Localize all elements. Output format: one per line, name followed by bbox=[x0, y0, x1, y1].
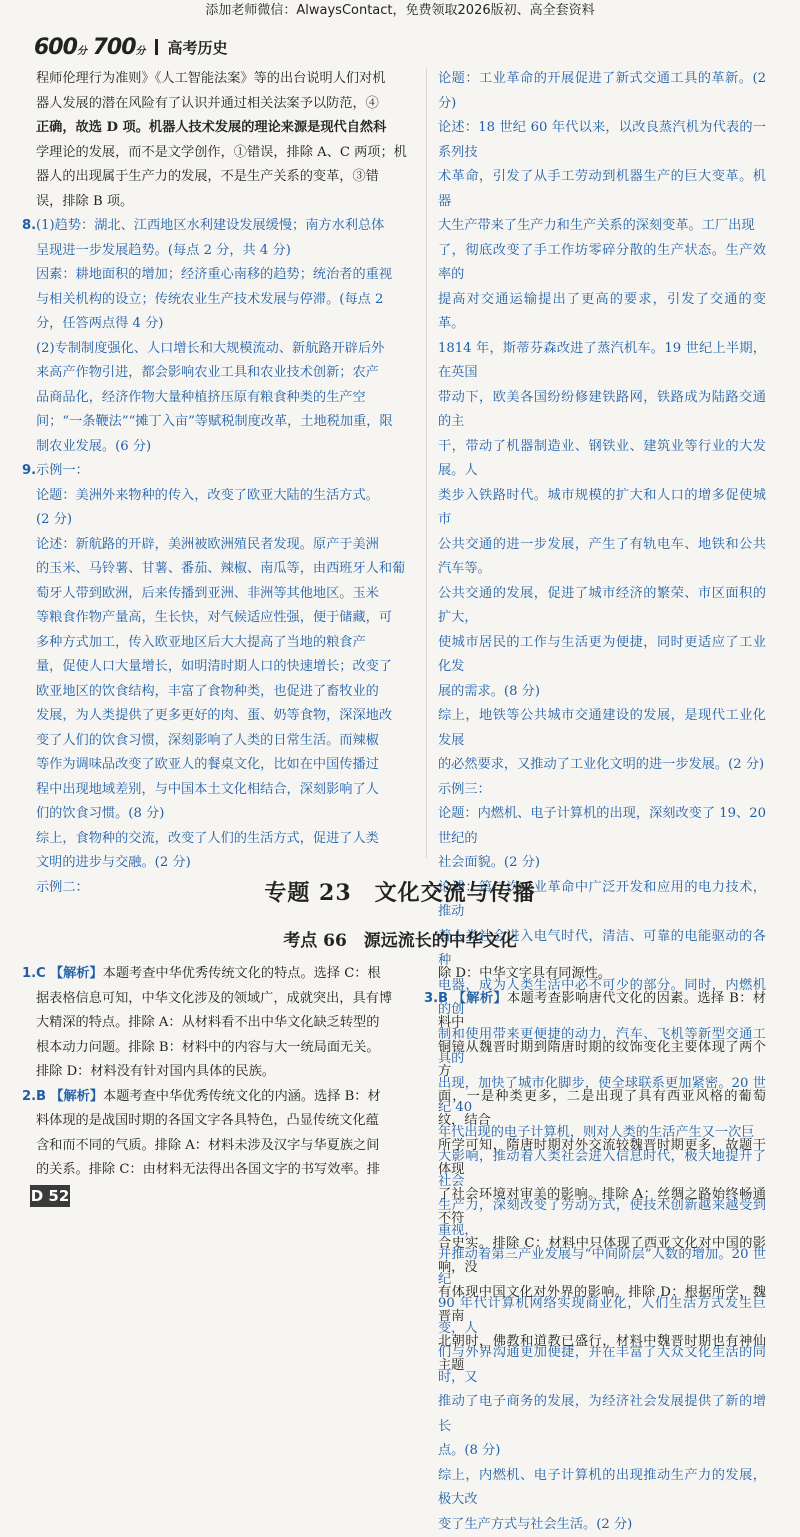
answer-line: 1814 年，斯蒂芬森改进了蒸汽机车。19 世纪上半期，在英国 bbox=[438, 337, 766, 386]
answer-choice: B bbox=[438, 991, 448, 1006]
answer-line: 变了生产方式与社会生活。(2 分) bbox=[438, 1513, 766, 1537]
answer-3 bbox=[438, 987, 766, 1379]
answer-line: 面，一是种类更多，二是出现了具有西亚风格的葡萄纹，结合 bbox=[438, 1085, 766, 1134]
answer-line: 据表格信息可知，中华文化涉及的领域广，成就突出，具有博 bbox=[36, 987, 412, 1012]
answer-line: 变了人们的饮食习惯，深刻影响了人类的日常生活。而辣椒 bbox=[36, 729, 412, 754]
answer-line: 了社会环境对审美的影响。排除 A：丝绸之路始终畅通不符 bbox=[438, 1183, 766, 1232]
answer-line: 论述：18 世纪 60 年代以来，以改良蒸汽机为代表的一系列技 bbox=[438, 116, 766, 165]
answer-line: 了，彻底改变了手工作坊零碎分散的生产状态。生产效率的 bbox=[438, 239, 766, 288]
answer-line: 本题考查中华优秀传统文化的内涵。选择 B：材 bbox=[103, 1089, 381, 1104]
answer-line: 所学可知，隋唐时期对外交流较魏晋时期更多，故题干体现 bbox=[438, 1134, 766, 1183]
answer-choice: B bbox=[36, 1089, 46, 1104]
answer-line: 等作为调味品改变了欧亚人的餐桌文化，比如在中国传播过 bbox=[36, 753, 412, 778]
answer-line: 有体现中国文化对外界的影响。排除 D：根据所学，魏晋南 bbox=[438, 1281, 766, 1330]
text-line: 学理论的发展，而不是文学创作，①错误，排除 A、C 两项；机 bbox=[36, 141, 412, 166]
answer-1 bbox=[36, 962, 412, 1085]
answer-line: 大生产带来了生产力和生产关系的深刻变革。工厂出现 bbox=[438, 214, 766, 239]
answer-line: 出现，加快了城市化脚步，使全球联系更加紧密。20 世纪 40 bbox=[438, 1072, 766, 1121]
answer-line: 展的需求。(8 分) bbox=[438, 680, 766, 705]
answer-line: 含和而不同的气质。排除 A：材料未涉及汉字与华夏族之间 bbox=[36, 1134, 412, 1159]
answer-line: 生产力，深刻改变了劳动方式，使技术创新越来越受到重视， bbox=[438, 1194, 766, 1243]
top-banner: 添加老师微信：AlwaysContact，免费领取2026版初、高全套资料 bbox=[0, 0, 800, 22]
answer-line: 论题：美洲外来物种的传入，改变了欧亚大陆的生活方式。 bbox=[36, 484, 412, 509]
answer-line: 的必然要求，又推动了工业化文明的进一步发展。(2 分) bbox=[438, 753, 766, 778]
question-number: 3. bbox=[424, 987, 438, 1012]
answer-choice: C bbox=[36, 966, 46, 981]
left-column-bottom bbox=[36, 962, 412, 1183]
answer-line: (2 分) bbox=[36, 508, 412, 533]
answer-line: 本题考查影响唐代文化的因素。选择 B：材料中 bbox=[438, 991, 766, 1031]
answer-line: 料体现的是战国时期的各国文字各具特色，凸显传统文化蕴 bbox=[36, 1109, 412, 1134]
page-header bbox=[34, 30, 228, 64]
text-line: 程师伦理行为准则》《人工智能法案》等的出台说明人们对机 bbox=[36, 67, 412, 92]
answer-line: 着人类社会进入电气时代，清洁、可靠的电能驱动的各种 bbox=[438, 925, 766, 974]
answer-9 bbox=[36, 459, 412, 900]
question-number: 2. bbox=[22, 1085, 36, 1110]
answer-line: 品商品化，经济作物大量种植挤压原有粮食种类的生产空 bbox=[36, 386, 412, 411]
answer-line: 本题考查中华优秀传统文化的特点。选择 C：根 bbox=[103, 966, 381, 981]
text-line: 器人发展的潜在风险有了认识并通过相关法案予以防范，④ bbox=[36, 92, 412, 117]
answer-line: 使城市居民的工作与生活更为便捷，同时更适应了工业化发 bbox=[438, 631, 766, 680]
header-divider bbox=[155, 39, 158, 55]
answer-line: 程中出现地域差别，与中国本土文化相结合，深刻影响了人 bbox=[36, 778, 412, 803]
analysis-tag: 【解析】 bbox=[50, 966, 103, 981]
question-number: 9. bbox=[22, 459, 36, 484]
answer-line: 制和使用带来更便捷的动力，汽车、飞机等新型交通工具的 bbox=[438, 1023, 766, 1072]
answer-line: 制农业发展。(6 分) bbox=[36, 435, 412, 460]
answer-line: (1)趋势：湖北、江西地区水利建设发展缓慢；南方水利总体 bbox=[36, 214, 412, 239]
text-line: 误，排除 B 项。 bbox=[36, 190, 412, 215]
answer-line: 铜镜从魏晋时期到隋唐时期的纹饰变化主要体现了两个方 bbox=[438, 1036, 766, 1085]
answer-line: 并推动着第三产业发展与“中间阶层”人数的增加。20 世纪 bbox=[438, 1243, 766, 1292]
subject-title: 高考历史 bbox=[168, 37, 228, 58]
answer-8 bbox=[36, 214, 412, 459]
answer-line: 年代出现的电子计算机，则对人类的生活产生又一次巨 bbox=[438, 1121, 766, 1146]
topic-title: 专题 23 文化交流与传播 bbox=[0, 876, 800, 907]
point-title: 考点 66 源远流长的中华文化 bbox=[0, 926, 800, 951]
answer-line: 分，任答两点得 4 分) bbox=[36, 312, 412, 337]
series-logo: 600分 700分 bbox=[34, 35, 145, 60]
answer-line: 北朝时，佛教和道教已盛行，材料中魏晋时期也有神仙主题 bbox=[438, 1330, 766, 1379]
column-divider bbox=[426, 68, 427, 858]
answer-line: 的玉米、马铃薯、甘薯、番茄、辣椒、南瓜等，由西班牙人和葡 bbox=[36, 557, 412, 582]
answer-line: (2)专制制度强化、人口增长和大规模流动、新航路开辟后外 bbox=[36, 337, 412, 362]
answer-line: 90 年代计算机网络实现商业化，人们生活方式发生巨变，人 bbox=[438, 1292, 766, 1341]
answer-line: 萄牙人带到欧洲，后来传播到亚洲、非洲等其他地区。玉米 bbox=[36, 582, 412, 607]
answer-line: 的关系。排除 C：由材料无法得出各国文字的书写效率。排 bbox=[36, 1158, 412, 1183]
answer-line: 论题：内燃机、电子计算机的出现，深刻改变了 19、20 世纪的 bbox=[438, 802, 766, 851]
answer-line: 呈现进一步发展趋势。(每点 2 分，共 4 分) bbox=[36, 239, 412, 264]
answer-line: 多种方式加工，传入欧亚地区后大大提高了当地的粮食产 bbox=[36, 631, 412, 656]
answer-line: 与相关机构的设立；传统农业生产技术发展与停滞。(每点 2 bbox=[36, 288, 412, 313]
analysis-tag: 【解析】 bbox=[453, 991, 507, 1006]
answer-line: 类步入铁路时代。城市规模的扩大和人口的增多促使城市 bbox=[438, 484, 766, 533]
text-line: 器人的出现属于生产力的发展，不是生产关系的变革，③错 bbox=[36, 165, 412, 190]
answer-line: 点。(8 分) bbox=[438, 1439, 766, 1464]
answer-line: 干，带动了机器制造业、钢铁业、建筑业等行业的大发展。人 bbox=[438, 435, 766, 484]
text-line: 正确，故选 D 项。机器人技术发展的理论来源是现代自然科 bbox=[36, 116, 412, 141]
answer-line: 推动了电子商务的发展，为经济社会发展提供了新的增长 bbox=[438, 1390, 766, 1439]
answer-line: 间；“一条鞭法”“摊丁入亩”等赋税制度改革，土地税加重，限 bbox=[36, 410, 412, 435]
answer-line: 排除 D：材料没有针对国内具体的民族。 bbox=[36, 1060, 412, 1085]
answer-line: 示例二： bbox=[36, 876, 412, 901]
answer-line: 论题：工业革命的开展促进了新式交通工具的革新。(2 分) bbox=[438, 67, 766, 116]
answer-line: 欧亚地区的饮食结构，丰富了食物种类，也促进了畜牧业的 bbox=[36, 680, 412, 705]
question-number: 1. bbox=[22, 962, 36, 987]
answer-line: 综上，地铁等公共城市交通建设的发展，是现代工业化发展 bbox=[438, 704, 766, 753]
answer-line: 文明的进步与交融。(2 分) bbox=[36, 851, 412, 876]
answer-line: 大精深的特点。排除 A：从材料看不出中华文化缺乏转型的 bbox=[36, 1011, 412, 1036]
answer-line: 示例一： bbox=[36, 459, 412, 484]
answer-line: 电器，成为人类生活中必不可少的部分。同时，内燃机的创 bbox=[438, 974, 766, 1023]
answer-line: 带动下，欧美各国纷纷修建铁路网，铁路成为陆路交通的主 bbox=[438, 386, 766, 435]
answer-line: 因素：耕地面积的增加；经济重心南移的趋势；统治者的重视 bbox=[36, 263, 412, 288]
answer-line: 来高产作物引进，都会影响农业工具和农业技术创新；农产 bbox=[36, 361, 412, 386]
page-number: D 52 bbox=[30, 1185, 70, 1207]
answer-line: 社会面貌。(2 分) bbox=[438, 851, 766, 876]
answer-line: 示例三： bbox=[438, 778, 766, 803]
answer-line: 公共交通的发展，促进了城市经济的繁荣、市区面积的扩大， bbox=[438, 582, 766, 631]
answer-line: 论述：第二次工业革命中广泛开发和应用的电力技术，推动 bbox=[438, 876, 766, 925]
answer-line: 除 D：中华文字具有同源性。 bbox=[438, 962, 766, 987]
answer-line: 综上，内燃机、电子计算机的出现推动生产力的发展，极大改 bbox=[438, 1464, 766, 1513]
answer-2 bbox=[36, 1085, 412, 1183]
answer-line: 提高对交通运输提出了更高的要求，引发了交通的变革。 bbox=[438, 288, 766, 337]
answer-line: 大影响，推动着人类社会进入信息时代，极大地提升了社会 bbox=[438, 1145, 766, 1194]
answer-line: 量，促使人口大量增长，如明清时期人口的快速增长；改变了 bbox=[36, 655, 412, 680]
right-column-bottom bbox=[438, 962, 766, 1379]
answer-line: 综上，食物种的交流，改变了人们的生活方式，促进了人类 bbox=[36, 827, 412, 852]
answer-line: 等粮食作物产量高，生长快，对气候适应性强，便于储藏，可 bbox=[36, 606, 412, 631]
answer-line: 术革命，引发了从手工劳动到机器生产的巨大变革。机器 bbox=[438, 165, 766, 214]
analysis-tag: 【解析】 bbox=[50, 1089, 103, 1104]
left-column bbox=[36, 67, 412, 900]
answer-line: 论述：新航路的开辟，美洲被欧洲殖民者发现。原产于美洲 bbox=[36, 533, 412, 558]
answer-line: 们与外界沟通更加便捷，并在丰富了大众文化生活的同时，又 bbox=[438, 1341, 766, 1390]
answer-line: 根本动力问题。排除 B：材料中的内容与大一统局面无关。 bbox=[36, 1036, 412, 1061]
question-number: 8. bbox=[22, 214, 36, 239]
answer-line: 公共交通的进一步发展，产生了有轨电车、地铁和公共汽车等。 bbox=[438, 533, 766, 582]
answer-line: 们的饮食习惯。(8 分) bbox=[36, 802, 412, 827]
answer-line: 发展，为人类提供了更多更好的肉、蛋、奶等食物，深深地改 bbox=[36, 704, 412, 729]
answer-line: 合史实。排除 C：材料中只体现了西亚文化对中国的影响，没 bbox=[438, 1232, 766, 1281]
